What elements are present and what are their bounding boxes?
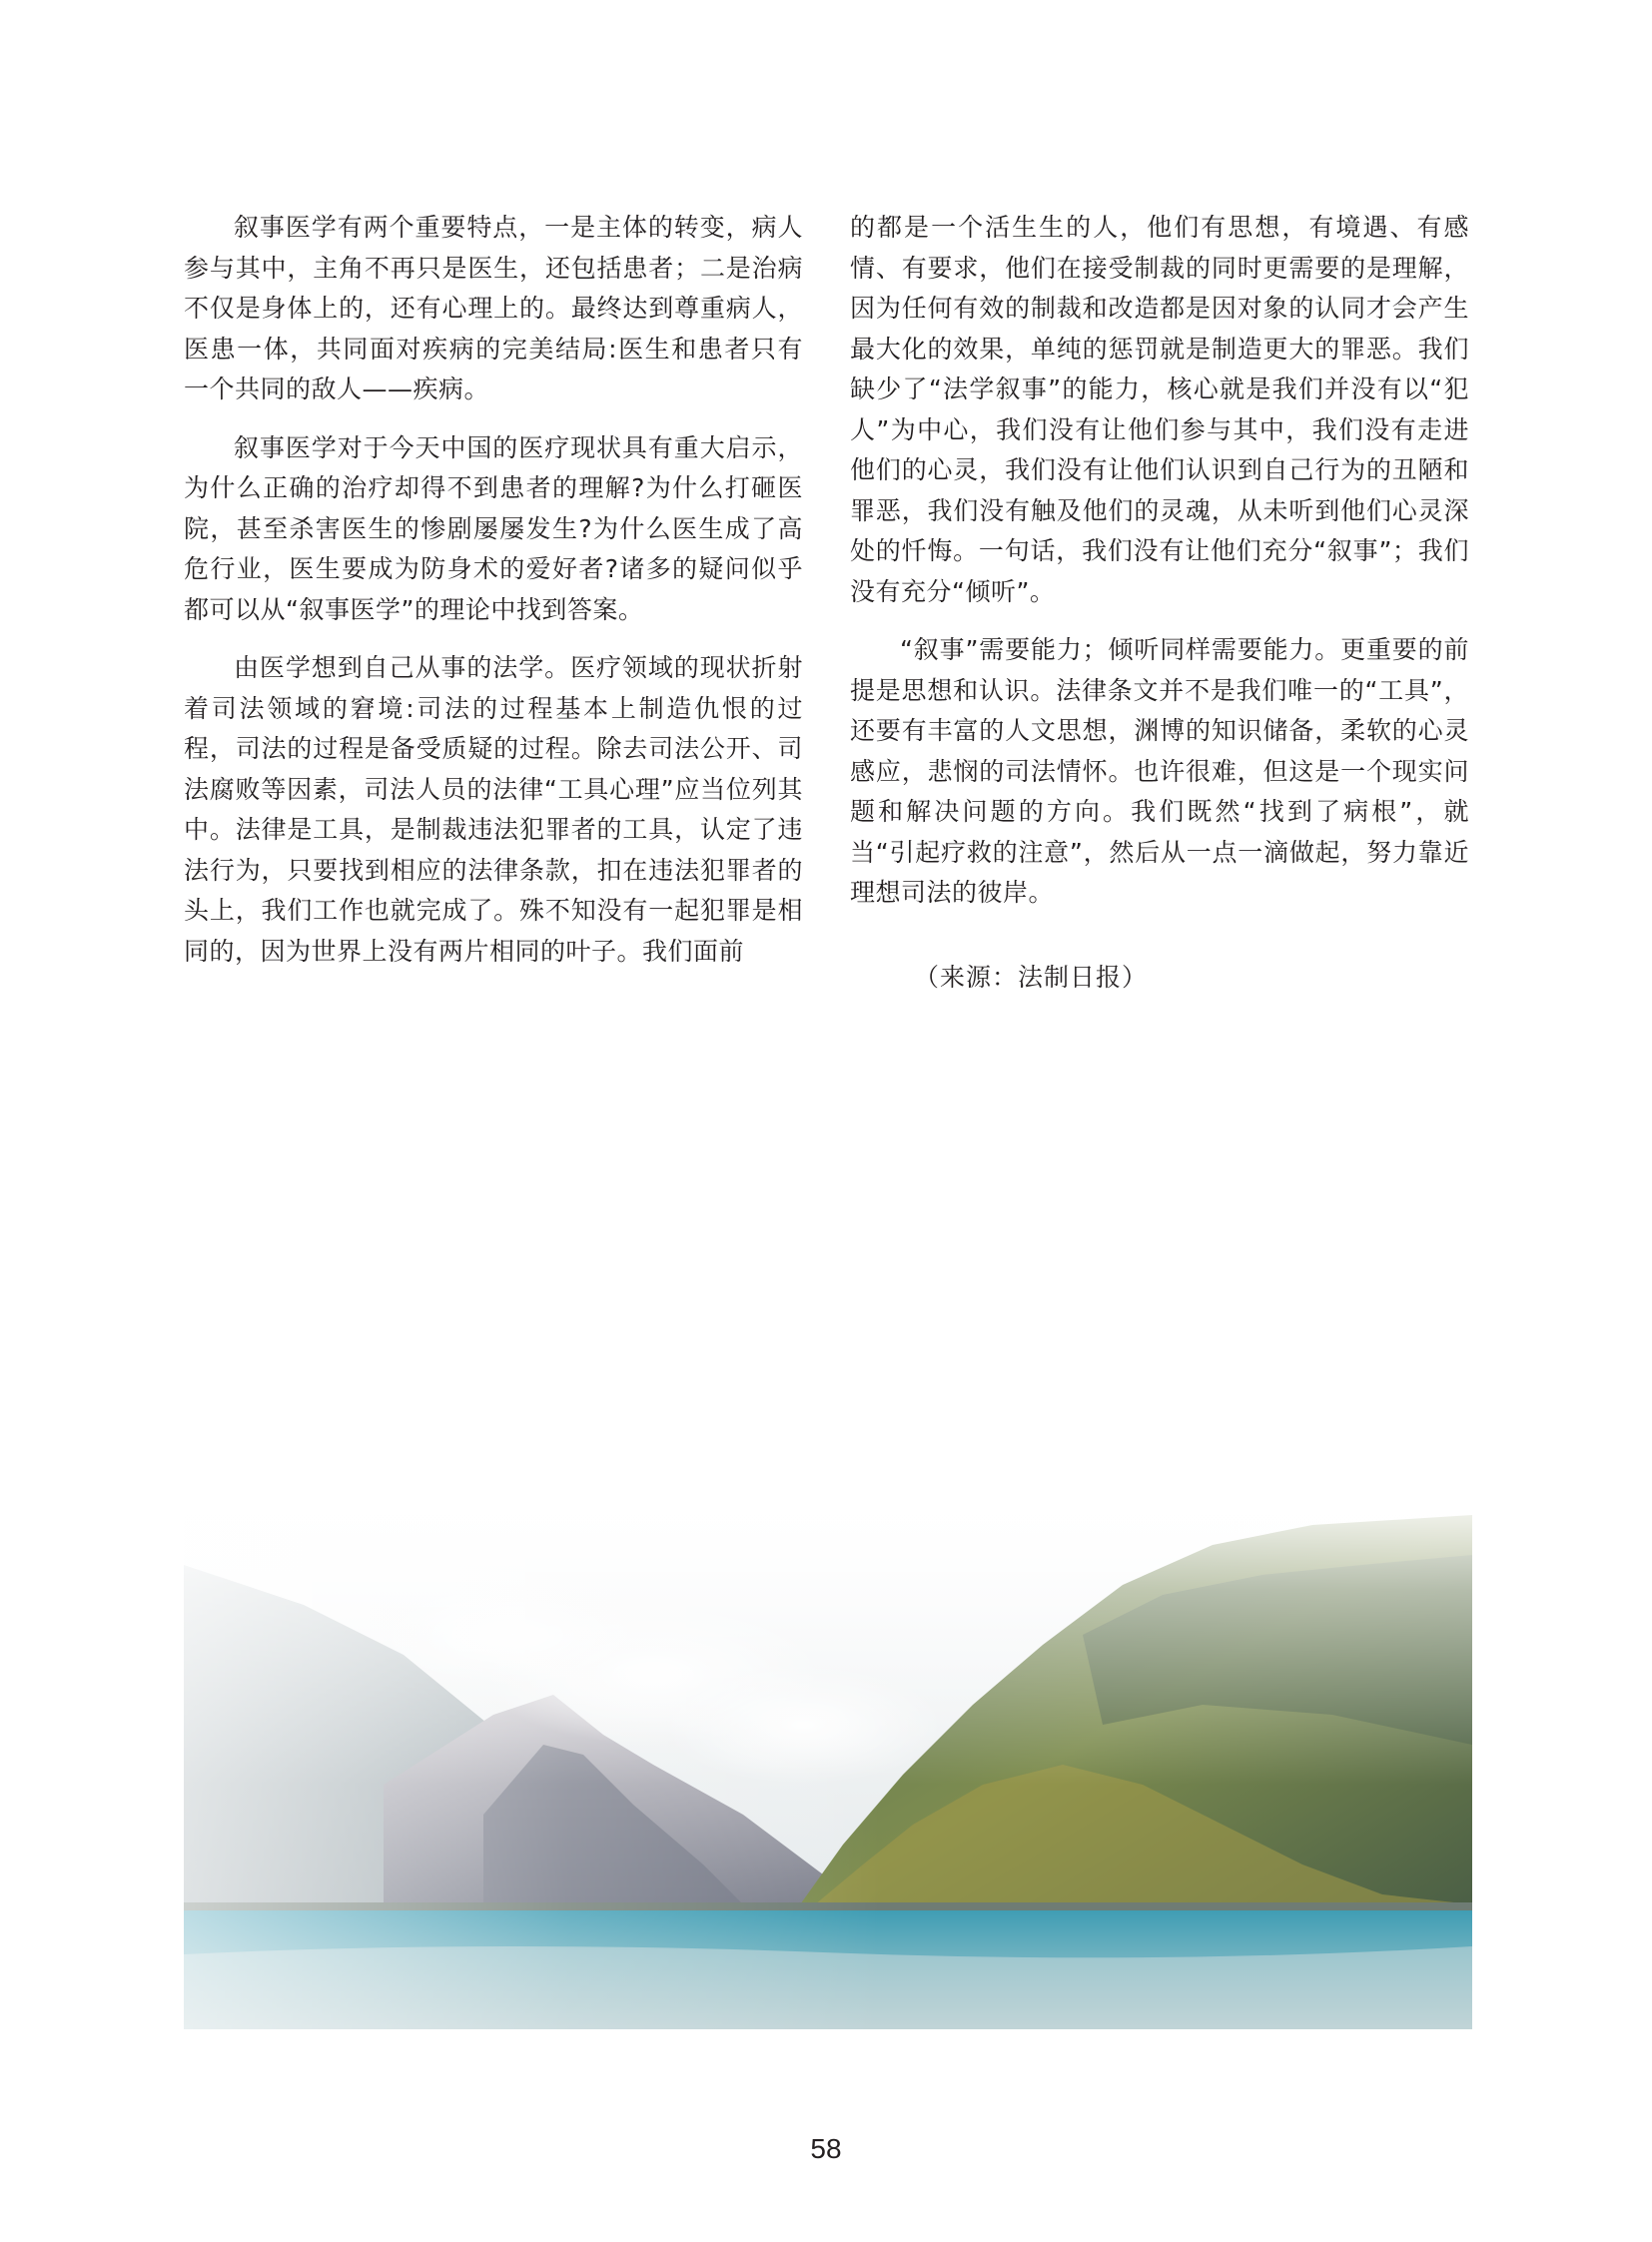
left-text-column — [184, 208, 803, 990]
body-paragraph: 由医学想到自己从事的法学。医疗领域的现状折射着司法领域的窘境:司法的过程基本上制造仇恨的过程，司法的过程是备受质疑的过程。除去司法公开、司法腐败等因素，司法人员的法律“工具心理”应当位列其中。法律是工具，是制裁违法犯罪者的工具，认定了违法行为，只要找到相应的法律条款，扣在违法犯罪者的头上，我们工作也就完成了。殊不知没有一起犯罪是相同的，因为世界上没有两片相同的叶子。我们面前 — [184, 653, 803, 966]
right-text-column — [850, 208, 1469, 998]
page-number: 58 — [810, 2133, 842, 2164]
body-paragraph: 叙事医学有两个重要特点，一是主体的转变，病人参与其中，主角不再只是医生，还包括患者；二是治病不仅是身体上的，还有心理上的。最终达到尊重病人，医患一体，共同面对疾病的完美结局:医生和患者只有一个共同的敌人——疾病。 — [184, 213, 803, 403]
body-paragraph: 的都是一个活生生的人，他们有思想，有境遇、有感情、有要求，他们在接受制裁的同时更需要的是理解，因为任何有效的制裁和改造都是因对象的认同才会产生最大化的效果，单纯的惩罚就是制造更大的罪恶。我们缺少了“法学叙事”的能力，核心就是我们并没有以“犯人”为中心，我们没有让他们参与其中，我们没有走进他们的心灵，我们没有让他们认识到自己行为的丑陋和罪恶，我们没有触及他们的灵魂，从未听到他们心灵深处的忏悔。一句话，我们没有让他们充分“叙事”；我们没有充分“倾听”。 — [850, 213, 1469, 606]
mountain-lake-photo — [184, 1485, 1472, 2029]
body-paragraph: “叙事”需要能力；倾听同样需要能力。更重要的前提是思想和认识。法律条文并不是我们唯一的“工具”，还要有丰富的人文思想，渊博的知识储备，柔软的心灵感应，悲悯的司法情怀。也许很难，但这是一个现实问题和解决问题的方向。我们既然“找到了病根”，就当“引起疗救的注意”，然后从一点一滴做起，努力靠近理想司法的彼岸。 — [850, 635, 1469, 907]
body-paragraph: 叙事医学对于今天中国的医疗现状具有重大启示，为什么正确的治疗却得不到患者的理解?为什么打砸医院，甚至杀害医生的惨剧屡屡发生?为什么医生成了高危行业，医生要成为防身术的爱好者?诸多的疑问似乎都可以从“叙事医学”的理论中找到答案。 — [184, 432, 803, 624]
article-source: （来源：法制日报） — [914, 962, 1149, 992]
